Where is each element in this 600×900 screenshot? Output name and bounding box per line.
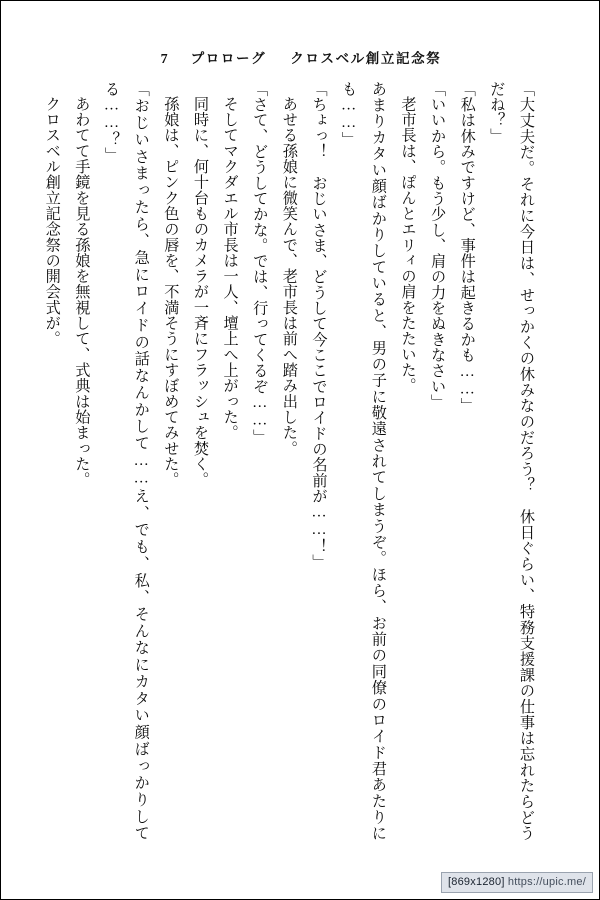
watermark-size: [869x1280] (447, 876, 505, 888)
paragraph: 「ちょっ！ おじいさま、どうして今ここでロイドの名前が……！」 (310, 81, 328, 570)
running-head-title: クロスベル創立記念祭 (290, 51, 442, 66)
paragraph: 「大丈夫だ。それに今日は、せっかくの休みなのだろう？ 休日ぐらい、特務支援課の仕事は忘れたらどうだね？」 (488, 81, 535, 841)
paragraph: あわてて手鏡を見る孫娘を無視して、式典は始まった。 (73, 96, 91, 488)
paragraph: 「私は休みですけど、事件は起きるかも……」 (458, 81, 476, 414)
watermark-badge (441, 872, 593, 893)
page-header (1, 47, 600, 68)
running-head (191, 51, 442, 66)
paragraph: あせる孫娘に微笑んで、老市長は前へ踏み出した。 (280, 96, 298, 457)
paragraph: 「おじいさまったら、急にロイドの話なんかして……え、でも、私、そんなにカタい顔ばっかりしてる……？」 (103, 81, 150, 841)
paragraph: 「いいから。もう少し、肩の力をぬきなさい」 (429, 81, 447, 410)
running-head-chapter: プロローグ (190, 51, 267, 66)
page-number: 7 (160, 52, 169, 67)
paragraph: 老市長は、ぽんとエリィの肩をたたいた。 (399, 96, 417, 394)
watermark-source: https://upic.me/ (507, 876, 586, 888)
paragraph: あまりカタい顔ばかりしていると、男の子に敬遠されてしまうぞ。ほら、お前の同僚のロイド君あたりにも……」 (340, 81, 387, 841)
paragraph: クロスベル創立記念祭の開会式が。 (43, 96, 61, 347)
paragraph: 孫娘は、ピンク色の唇を、不満そうにすぼめてみせた。 (162, 96, 180, 488)
body-text-vertical (43, 81, 541, 841)
paragraph: 「さて、どうしてかな。では、行ってくるぞ……」 (251, 81, 269, 445)
paragraph: そしてマクダエル市長は一人、壇上へ上がった。 (221, 96, 239, 441)
paragraph: 同時に、何十台ものカメラが一斉にフラッシュを焚く。 (191, 96, 209, 488)
